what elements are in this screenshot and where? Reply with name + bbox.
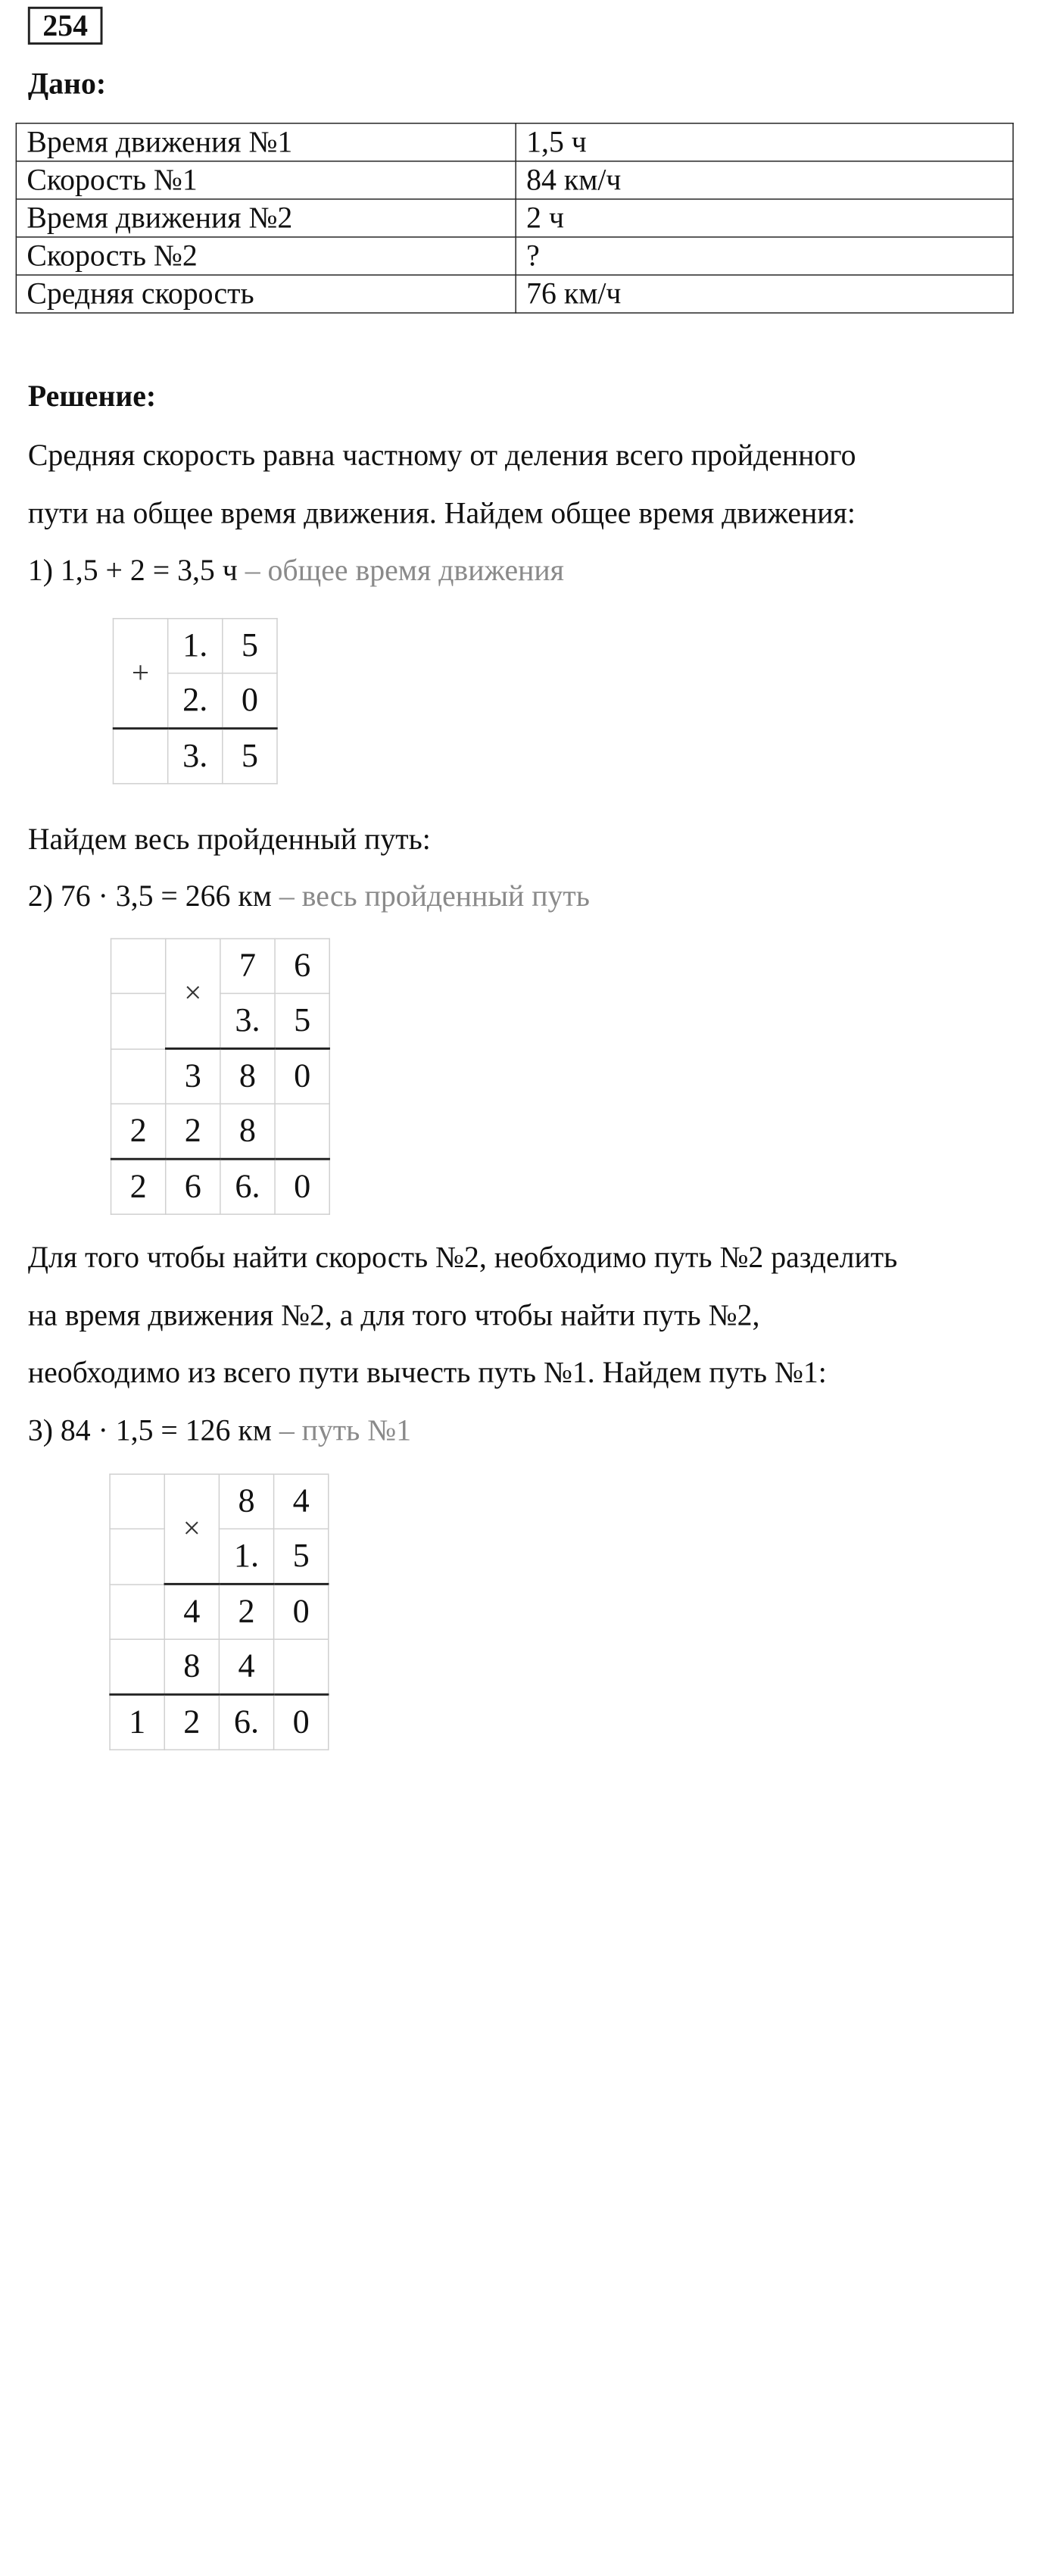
calc-cell — [110, 1639, 164, 1694]
table-row — [16, 161, 1013, 199]
given-value: ? — [516, 237, 1013, 275]
given-heading: Дано: — [27, 67, 107, 101]
table-row — [16, 275, 1013, 313]
paragraph-line: на время движения №2, а для того чтобы найти путь №2, — [27, 1298, 760, 1332]
calc-cell: 1. — [219, 1528, 273, 1584]
step-1-note: – общее время движения — [237, 553, 564, 587]
calc-cell: 0 — [274, 1694, 329, 1750]
calc-cell: 0 — [275, 1159, 329, 1214]
calc-cell: 5 — [223, 729, 277, 784]
calc-cell: 0 — [223, 673, 277, 729]
paragraph-line: необходимо из всего пути вычесть путь №1. Найдем путь №1: — [27, 1355, 827, 1389]
calc-cell: 8 — [220, 1048, 275, 1104]
table-row — [16, 123, 1013, 161]
calc-cell: 3 — [166, 1048, 220, 1104]
calc-cell — [110, 1528, 164, 1584]
calc-cell: 2 — [164, 1694, 219, 1750]
calc-cell: 5 — [275, 994, 329, 1049]
given-value: 84 км/ч — [516, 161, 1013, 199]
calc-row — [111, 1104, 330, 1159]
calc-cell: 2. — [168, 673, 223, 729]
calc-cell: 2 — [219, 1584, 273, 1639]
calc-cell: 6 — [275, 938, 329, 993]
calc-cell: 8 — [164, 1639, 219, 1694]
paragraph-line: Найдем весь пройденный путь: — [27, 822, 431, 856]
calc-cell: 7 — [220, 938, 275, 993]
given-value: 2 ч — [516, 199, 1013, 237]
step-3-expression: 3) 84 · 1,5 = 126 км — [27, 1413, 272, 1447]
calc-row — [110, 1474, 329, 1528]
step-1-expression: 1) 1,5 + 2 = 3,5 ч — [27, 553, 238, 587]
calc-cell: 2 — [111, 1159, 166, 1214]
calc-cell: 6. — [220, 1159, 275, 1214]
calc-cell: 3. — [220, 994, 275, 1049]
calc-cell: 2 — [111, 1104, 166, 1159]
calc-cell: 6. — [219, 1694, 273, 1750]
calc-cell: 0 — [275, 1048, 329, 1104]
given-value: 76 км/ч — [516, 275, 1013, 313]
calc-cell — [111, 994, 166, 1049]
table-row — [16, 199, 1013, 237]
given-label: Скорость №2 — [16, 237, 516, 275]
step-3-note: – путь №1 — [271, 1413, 412, 1447]
plus-sign: + — [113, 619, 167, 729]
calc-cell: 0 — [274, 1584, 329, 1639]
multiplication-calculation-1 — [111, 938, 330, 1215]
paragraph-line: пути на общее время движения. Найдем общее время движения: — [27, 496, 856, 530]
calc-result-row — [110, 1694, 329, 1750]
calc-cell: 3. — [168, 729, 223, 784]
addition-calculation — [113, 618, 278, 784]
multiplication-calculation-2 — [109, 1474, 329, 1750]
calc-cell — [110, 1474, 164, 1528]
multiply-sign: × — [164, 1474, 219, 1584]
calc-cell: 5 — [274, 1528, 329, 1584]
problem-number: 254 — [28, 7, 103, 45]
calc-cell — [111, 938, 166, 993]
calc-cell: 4 — [274, 1474, 329, 1528]
step-1 — [28, 554, 564, 589]
calc-cell: 6 — [166, 1159, 220, 1214]
paragraph-line: Средняя скорость равна частному от деления всего пройденного — [27, 438, 856, 472]
calc-row — [113, 619, 277, 673]
calc-result-row — [113, 729, 277, 784]
given-label: Время движения №2 — [16, 199, 516, 237]
given-label: Скорость №1 — [16, 161, 516, 199]
calc-cell — [110, 1584, 164, 1639]
calc-row — [110, 1528, 329, 1584]
paragraph-line: Для того чтобы найти скорость №2, необходимо путь №2 разделить — [27, 1240, 898, 1274]
step-2-expression: 2) 76 · 3,5 = 266 км — [27, 879, 272, 913]
calc-row — [111, 994, 330, 1049]
calc-cell — [275, 1104, 329, 1159]
given-label: Время движения №1 — [16, 123, 516, 161]
step-3 — [28, 1413, 411, 1448]
calc-result-row — [111, 1159, 330, 1214]
calc-cell: 4 — [164, 1584, 219, 1639]
calc-row — [110, 1639, 329, 1694]
given-label: Средняя скорость — [16, 275, 516, 313]
calc-cell: 8 — [219, 1474, 273, 1528]
step-2 — [28, 879, 590, 914]
calc-row — [110, 1584, 329, 1639]
given-value: 1,5 ч — [516, 123, 1013, 161]
calc-cell — [274, 1639, 329, 1694]
calc-row — [111, 938, 330, 993]
step-2-note: – весь пройденный путь — [271, 879, 590, 913]
multiply-sign: × — [166, 938, 220, 1048]
solution-heading: Решение: — [27, 379, 157, 413]
calc-cell — [111, 1048, 166, 1104]
calc-cell: 5 — [223, 619, 277, 673]
calc-cell: 1. — [168, 619, 223, 673]
calc-cell: 2 — [166, 1104, 220, 1159]
given-table — [16, 123, 1014, 314]
table-row — [16, 237, 1013, 275]
calc-cell — [113, 729, 167, 784]
calc-cell: 4 — [219, 1639, 273, 1694]
calc-row — [111, 1048, 330, 1104]
calc-cell: 1 — [110, 1694, 164, 1750]
calc-cell: 8 — [220, 1104, 275, 1159]
